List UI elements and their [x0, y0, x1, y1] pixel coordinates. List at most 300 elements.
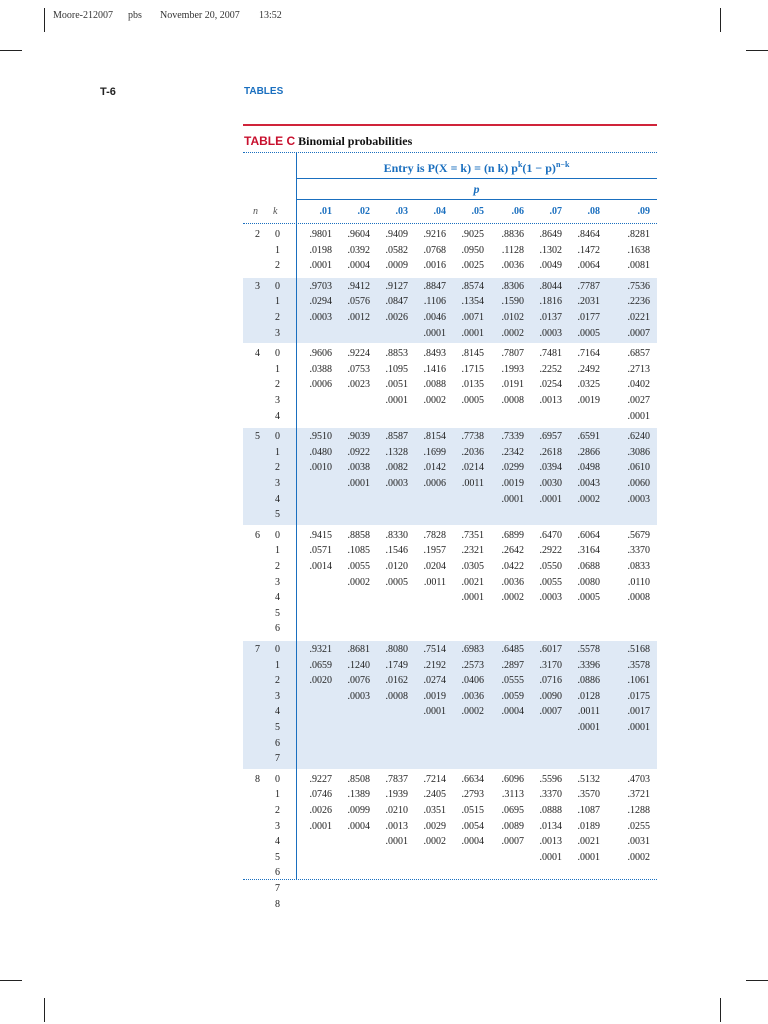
- probability-cell: .0001: [461, 592, 484, 604]
- table-row: [0, 704, 768, 720]
- formula-p: p: [508, 161, 518, 175]
- probability-cell: .0031: [627, 836, 650, 848]
- probability-cell: .0001: [385, 836, 408, 848]
- probability-cell: .8508: [347, 773, 370, 785]
- probability-cell: .8306: [501, 280, 524, 292]
- table-row: [0, 507, 768, 523]
- n-value: 3: [255, 280, 260, 292]
- probability-cell: .0081: [627, 260, 650, 272]
- probability-cell: .2642: [501, 545, 524, 557]
- probability-cell: .0013: [385, 820, 408, 832]
- probability-cell: .0221: [627, 312, 650, 323]
- table-row: [0, 460, 768, 476]
- probability-cell: .8080: [385, 644, 408, 655]
- column-header-p: .09: [637, 206, 650, 217]
- probability-cell: .6983: [461, 644, 484, 655]
- column-header-p: .08: [587, 206, 600, 217]
- table-row: [0, 258, 768, 274]
- probability-cell: .9224: [347, 348, 370, 360]
- probability-cell: .6096: [501, 773, 524, 785]
- probability-cell: .0003: [347, 690, 370, 702]
- probability-cell: .0515: [461, 805, 484, 816]
- probability-cell: .2405: [423, 789, 446, 801]
- probability-cell: .8493: [423, 348, 446, 360]
- probability-cell: .6591: [577, 431, 600, 443]
- probability-cell: .0001: [309, 820, 332, 832]
- probability-cell: .9039: [347, 431, 370, 443]
- k-value: 2: [275, 805, 280, 816]
- probability-cell: .0422: [501, 561, 524, 572]
- probability-cell: .0051: [385, 379, 408, 391]
- probability-cell: .0688: [577, 561, 600, 572]
- k-value: 5: [275, 851, 280, 863]
- probability-cell: .3370: [539, 789, 562, 801]
- table-row: [0, 621, 768, 637]
- section-title: TABLES: [244, 86, 284, 97]
- probability-cell: .0175: [627, 690, 650, 702]
- probability-cell: .2793: [461, 789, 484, 801]
- probability-cell: .3170: [539, 659, 562, 671]
- table-row: [0, 445, 768, 461]
- table-row: [0, 528, 768, 544]
- k-value: 1: [275, 545, 280, 557]
- probability-cell: .0071: [461, 312, 484, 323]
- probability-cell: .0055: [539, 576, 562, 588]
- probability-cell: .1715: [461, 363, 484, 375]
- probability-cell: .0026: [309, 805, 332, 816]
- probability-cell: .7214: [423, 773, 446, 785]
- probability-cell: .0019: [501, 478, 524, 489]
- table-row: [0, 803, 768, 819]
- probability-cell: .0210: [385, 805, 408, 816]
- n-value: 8: [255, 773, 260, 785]
- probability-cell: .8847: [423, 280, 446, 292]
- table-row: [0, 575, 768, 591]
- k-value: 1: [275, 446, 280, 458]
- probability-cell: .0019: [423, 690, 446, 702]
- probability-cell: .2713: [627, 363, 650, 375]
- probability-cell: .7164: [577, 348, 600, 360]
- probability-cell: .0120: [385, 561, 408, 572]
- n-value: 2: [255, 229, 260, 240]
- probability-cell: .0036: [501, 260, 524, 272]
- probability-cell: .1288: [627, 805, 650, 816]
- probability-cell: .6017: [539, 644, 562, 655]
- probability-cell: .6899: [501, 529, 524, 541]
- probability-cell: .0847: [385, 296, 408, 308]
- k-value: 8: [275, 898, 280, 910]
- probability-cell: .0036: [501, 576, 524, 588]
- probability-cell: .9801: [309, 229, 332, 240]
- probability-cell: .0135: [461, 379, 484, 391]
- table-title: Binomial probabilities: [298, 134, 413, 148]
- probability-cell: .1957: [423, 545, 446, 557]
- probability-cell: .3370: [627, 545, 650, 557]
- k-value: 2: [275, 675, 280, 687]
- probability-cell: .3164: [577, 545, 600, 557]
- probability-cell: .0254: [539, 379, 562, 391]
- probability-cell: .0001: [461, 327, 484, 339]
- probability-cell: .1546: [385, 545, 408, 557]
- column-header-p: .03: [395, 206, 408, 217]
- table-label: TABLE C: [244, 134, 296, 148]
- probability-cell: .0768: [423, 244, 446, 256]
- probability-cell: .0177: [577, 312, 600, 323]
- k-value: 5: [275, 722, 280, 733]
- probability-cell: .0025: [461, 260, 484, 272]
- probability-cell: .8154: [423, 431, 446, 443]
- probability-cell: .7738: [461, 431, 484, 443]
- probability-cell: .0189: [577, 820, 600, 832]
- k-value: 4: [275, 836, 280, 848]
- probability-cell: .0014: [309, 561, 332, 572]
- probability-cell: .0004: [461, 836, 484, 848]
- probability-cell: .0011: [577, 706, 600, 718]
- table-row: [0, 834, 768, 850]
- probability-cell: .0402: [627, 379, 650, 391]
- probability-cell: .0007: [627, 327, 650, 339]
- vertical-rule: [296, 153, 297, 880]
- probability-cell: .0054: [461, 820, 484, 832]
- probability-cell: .0008: [501, 395, 524, 406]
- probability-cell: .7481: [539, 348, 562, 360]
- probability-cell: .0017: [627, 706, 650, 718]
- k-value: 3: [275, 576, 280, 588]
- probability-cell: .0030: [539, 478, 562, 489]
- column-header-p: .07: [549, 206, 562, 217]
- probability-cell: .0134: [539, 820, 562, 832]
- probability-cell: .2192: [423, 659, 446, 671]
- formula-binomial: (n k): [483, 161, 509, 175]
- probability-cell: .3396: [577, 659, 600, 671]
- probability-cell: .1085: [347, 545, 370, 557]
- probability-cell: .1939: [385, 789, 408, 801]
- table-row: [0, 673, 768, 689]
- table-row: [0, 377, 768, 393]
- table-row: [0, 362, 768, 378]
- k-value: 1: [275, 363, 280, 375]
- n-value: 7: [255, 644, 260, 655]
- probability-cell: .0011: [461, 478, 484, 489]
- probability-cell: .8281: [627, 229, 650, 240]
- column-header-p: .02: [357, 206, 370, 217]
- column-header-p: .05: [471, 206, 484, 217]
- table-row: [0, 429, 768, 445]
- table-row: [0, 409, 768, 425]
- probability-cell: .8649: [539, 229, 562, 240]
- table-row: [0, 492, 768, 508]
- probability-cell: .0043: [577, 478, 600, 489]
- probability-cell: .1128: [501, 244, 524, 256]
- table-row: [0, 736, 768, 752]
- formula-lhs: Entry is P(X = k) =: [383, 161, 484, 175]
- k-value: 3: [275, 478, 280, 489]
- probability-cell: .7787: [577, 280, 600, 292]
- probability-cell: .0038: [347, 462, 370, 474]
- probability-cell: .9227: [309, 773, 332, 785]
- probability-cell: .0001: [309, 260, 332, 272]
- probability-cell: .2618: [539, 446, 562, 458]
- k-value: 5: [275, 607, 280, 619]
- probability-cell: .0010: [309, 462, 332, 474]
- p-label: p: [473, 182, 480, 196]
- k-value: 1: [275, 659, 280, 671]
- table-row: [0, 881, 768, 897]
- probability-cell: .0110: [627, 576, 650, 588]
- probability-cell: .2036: [461, 446, 484, 458]
- probability-cell: .7536: [627, 280, 650, 292]
- k-value: 4: [275, 410, 280, 422]
- probability-cell: .9409: [385, 229, 408, 240]
- probability-cell: .8464: [577, 229, 600, 240]
- probability-cell: .2252: [539, 363, 562, 375]
- probability-cell: .0005: [577, 592, 600, 604]
- probability-cell: .0102: [501, 312, 524, 323]
- probability-cell: .3086: [627, 446, 650, 458]
- probability-cell: .8330: [385, 529, 408, 541]
- probability-cell: .1638: [627, 244, 650, 256]
- probability-cell: .0001: [501, 493, 524, 505]
- k-value: 0: [275, 431, 280, 443]
- probability-cell: .8044: [539, 280, 562, 292]
- n-value: 5: [255, 431, 260, 443]
- probability-cell: .0001: [577, 851, 600, 863]
- probability-cell: .7514: [423, 644, 446, 655]
- table-row: [0, 393, 768, 409]
- table-row: [0, 243, 768, 259]
- page-number: T-6: [100, 86, 116, 98]
- probability-cell: .1416: [423, 363, 446, 375]
- probability-cell: .0021: [461, 576, 484, 588]
- probability-cell: .2897: [501, 659, 524, 671]
- table-row: [0, 720, 768, 736]
- probability-cell: .0023: [347, 379, 370, 391]
- table-row: [0, 326, 768, 342]
- probability-cell: .0305: [461, 561, 484, 572]
- probability-cell: .9127: [385, 280, 408, 292]
- probability-cell: .0019: [577, 395, 600, 406]
- probability-cell: .0090: [539, 690, 562, 702]
- probability-cell: .0076: [347, 675, 370, 687]
- probability-cell: .0003: [627, 493, 650, 505]
- table-row: [0, 606, 768, 622]
- probability-cell: .0088: [423, 379, 446, 391]
- probability-cell: .1328: [385, 446, 408, 458]
- probability-cell: .0950: [461, 244, 484, 256]
- probability-cell: .5168: [627, 644, 650, 655]
- probability-cell: .0021: [577, 836, 600, 848]
- k-value: 2: [275, 561, 280, 572]
- k-value: 1: [275, 296, 280, 308]
- table-row: [0, 227, 768, 243]
- probability-cell: .0082: [385, 462, 408, 474]
- k-value: 2: [275, 312, 280, 323]
- probability-cell: .6857: [627, 348, 650, 360]
- n-value: 4: [255, 348, 260, 360]
- probability-cell: .1472: [577, 244, 600, 256]
- probability-cell: .0012: [347, 312, 370, 323]
- table-row: [0, 642, 768, 658]
- k-value: 2: [275, 260, 280, 272]
- column-header-p: .06: [511, 206, 524, 217]
- probability-cell: .0002: [423, 395, 446, 406]
- probability-cell: .0005: [385, 576, 408, 588]
- probability-cell: .0659: [309, 659, 332, 671]
- probability-cell: .0055: [347, 561, 370, 572]
- probability-cell: .1993: [501, 363, 524, 375]
- k-value: 3: [275, 690, 280, 702]
- k-value: 0: [275, 229, 280, 240]
- probability-cell: .8145: [461, 348, 484, 360]
- probability-cell: .9510: [309, 431, 332, 443]
- k-value: 1: [275, 789, 280, 801]
- k-value: 0: [275, 280, 280, 292]
- table-row: [0, 294, 768, 310]
- running-head-date: November 20, 2007: [160, 10, 240, 21]
- column-header-p: .04: [433, 206, 446, 217]
- k-value: 6: [275, 623, 280, 635]
- probability-cell: .0142: [423, 462, 446, 474]
- n-value: 6: [255, 529, 260, 541]
- probability-cell: .6634: [461, 773, 484, 785]
- probability-cell: .0020: [309, 675, 332, 687]
- table-row: [0, 850, 768, 866]
- k-value: 0: [275, 644, 280, 655]
- k-value: 3: [275, 327, 280, 339]
- probability-cell: .0049: [539, 260, 562, 272]
- probability-cell: .3570: [577, 789, 600, 801]
- probability-cell: .8574: [461, 280, 484, 292]
- probability-cell: .0610: [627, 462, 650, 474]
- probability-cell: .0498: [577, 462, 600, 474]
- k-value: 0: [275, 348, 280, 360]
- probability-cell: .0002: [347, 576, 370, 588]
- running-head-time: 13:52: [259, 10, 282, 21]
- probability-cell: .0191: [501, 379, 524, 391]
- probability-cell: .6470: [539, 529, 562, 541]
- table-row: [0, 543, 768, 559]
- probability-cell: .0886: [577, 675, 600, 687]
- probability-cell: .0255: [627, 820, 650, 832]
- k-value: 3: [275, 395, 280, 406]
- k-value: 4: [275, 706, 280, 718]
- table-row: [0, 346, 768, 362]
- probability-cell: .0001: [423, 327, 446, 339]
- probability-cell: .0046: [423, 312, 446, 323]
- probability-cell: .0002: [577, 493, 600, 505]
- probability-cell: .0089: [501, 820, 524, 832]
- probability-cell: .2236: [627, 296, 650, 308]
- table-row: [0, 772, 768, 788]
- probability-cell: .0833: [627, 561, 650, 572]
- probability-cell: .1302: [539, 244, 562, 256]
- probability-cell: .0002: [501, 592, 524, 604]
- probability-cell: .0006: [423, 478, 446, 489]
- probability-cell: .0695: [501, 805, 524, 816]
- probability-cell: .8587: [385, 431, 408, 443]
- probability-cell: .2922: [539, 545, 562, 557]
- probability-cell: .9604: [347, 229, 370, 240]
- probability-cell: .1389: [347, 789, 370, 801]
- probability-cell: .0351: [423, 805, 446, 816]
- probability-cell: .0080: [577, 576, 600, 588]
- probability-cell: .0214: [461, 462, 484, 474]
- k-value: 0: [275, 773, 280, 785]
- probability-cell: .2342: [501, 446, 524, 458]
- probability-cell: .0004: [501, 706, 524, 718]
- probability-cell: .0001: [627, 410, 650, 422]
- k-value: 6: [275, 737, 280, 749]
- table-row: [0, 658, 768, 674]
- probability-cell: .0013: [539, 836, 562, 848]
- k-value: 2: [275, 379, 280, 391]
- probability-cell: .0026: [385, 312, 408, 323]
- probability-cell: .1240: [347, 659, 370, 671]
- probability-cell: .0005: [577, 327, 600, 339]
- k-value: 3: [275, 820, 280, 832]
- probability-cell: .0099: [347, 805, 370, 816]
- probability-cell: .1816: [539, 296, 562, 308]
- probability-cell: .5679: [627, 529, 650, 541]
- probability-cell: .9412: [347, 280, 370, 292]
- probability-cell: .0003: [309, 312, 332, 323]
- probability-cell: .1061: [627, 675, 650, 687]
- probability-cell: .0060: [627, 478, 650, 489]
- probability-cell: .8858: [347, 529, 370, 541]
- probability-cell: .0746: [309, 789, 332, 801]
- probability-cell: .6957: [539, 431, 562, 443]
- probability-cell: .5578: [577, 644, 600, 655]
- table-row: [0, 787, 768, 803]
- probability-cell: .0029: [423, 820, 446, 832]
- probability-cell: .0006: [309, 379, 332, 391]
- table-row: [0, 819, 768, 835]
- probability-cell: .5596: [539, 773, 562, 785]
- probability-cell: .0392: [347, 244, 370, 256]
- probability-cell: .7339: [501, 431, 524, 443]
- table-row: [0, 897, 768, 913]
- probability-cell: .6485: [501, 644, 524, 655]
- probability-cell: .9703: [309, 280, 332, 292]
- probability-cell: .0001: [385, 395, 408, 406]
- probability-cell: .0394: [539, 462, 562, 474]
- probability-cell: .9216: [423, 229, 446, 240]
- probability-cell: .0007: [539, 706, 562, 718]
- probability-cell: .9415: [309, 529, 332, 541]
- probability-cell: .0005: [461, 395, 484, 406]
- probability-cell: .0002: [501, 327, 524, 339]
- k-value: 0: [275, 529, 280, 541]
- k-value: 7: [275, 753, 280, 765]
- probability-cell: .0003: [385, 478, 408, 489]
- probability-cell: .0001: [539, 493, 562, 505]
- probability-cell: .0011: [423, 576, 446, 588]
- probability-cell: .0299: [501, 462, 524, 474]
- probability-cell: .3113: [501, 789, 524, 801]
- probability-cell: .0008: [627, 592, 650, 604]
- probability-cell: .0008: [385, 690, 408, 702]
- table-row: [0, 590, 768, 606]
- probability-cell: .0002: [423, 836, 446, 848]
- probability-cell: .0204: [423, 561, 446, 572]
- probability-cell: .0003: [539, 592, 562, 604]
- probability-cell: .1699: [423, 446, 446, 458]
- formula-mid: (1 − p): [522, 161, 556, 175]
- probability-cell: .0009: [385, 260, 408, 272]
- probability-cell: .3578: [627, 659, 650, 671]
- column-header-k: k: [273, 206, 278, 217]
- probability-cell: .8853: [385, 348, 408, 360]
